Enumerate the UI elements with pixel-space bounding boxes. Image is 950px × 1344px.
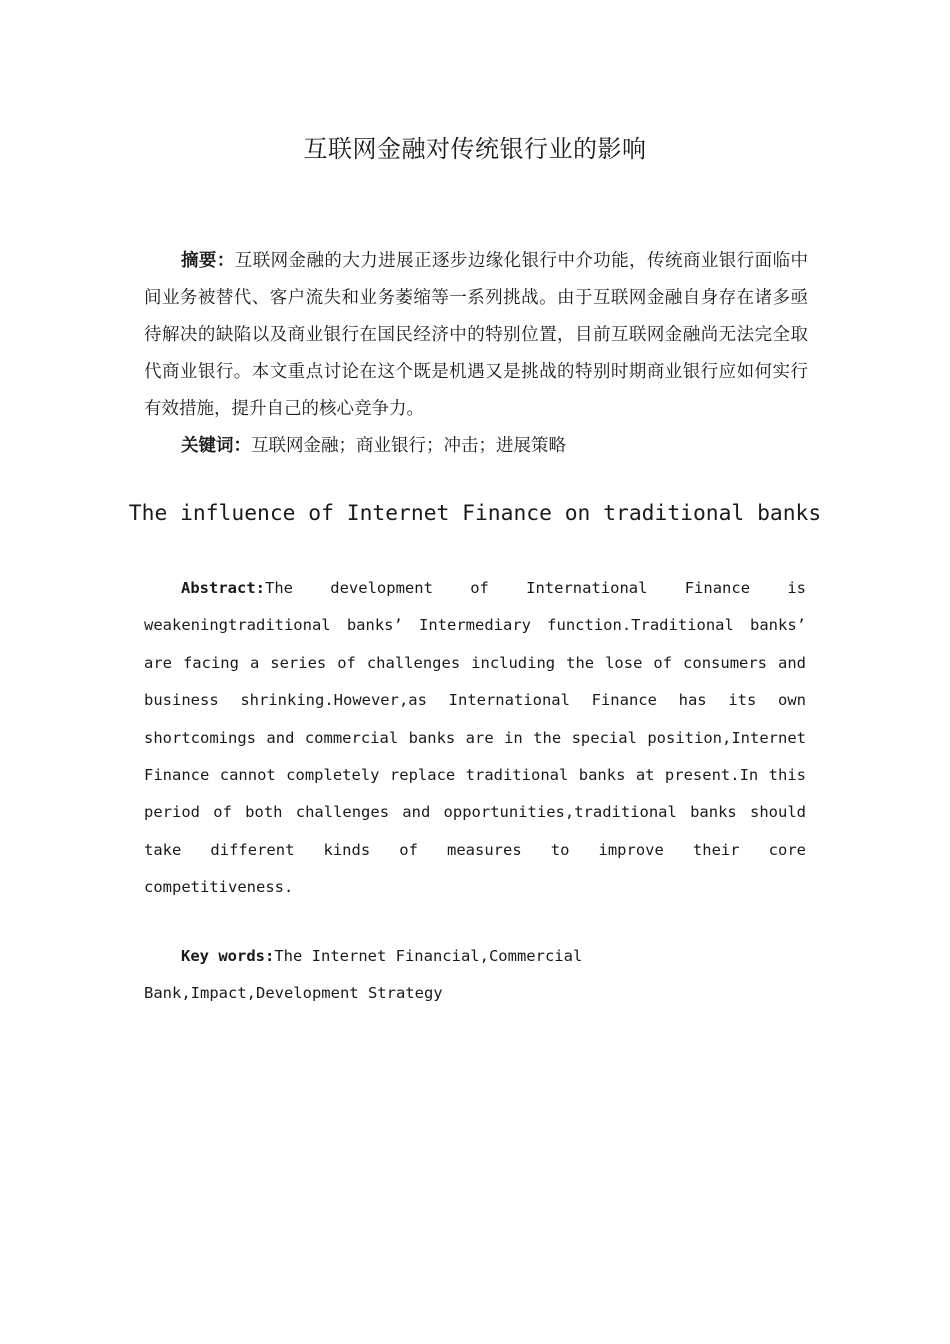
english-abstract-text: The development of International Finance is weakeningtraditional banks’ Intermediary function.Traditional banks’ are facing a series of challenges including the lose of consumers and business shrinking.However,as International Finance has its own shortcomings and commercial banks are in the special position,Internet Finance cannot completely replace traditional banks at present.In this period of both challenges and opportunities,traditional banks should take different kinds of measures to improve their core competitiveness. xyxy=(144,579,806,897)
english-keywords-label: Key words: xyxy=(181,946,275,965)
english-title: The influence of Internet Finance on traditional banks xyxy=(128,501,822,526)
chinese-abstract-section xyxy=(144,243,808,465)
chinese-title: 互联网金融对传统银行业的影响 xyxy=(303,135,647,163)
chinese-keywords-label: 关键词： xyxy=(181,436,251,456)
english-abstract-section xyxy=(144,570,806,1012)
chinese-keywords-text: 互联网金融；商业银行；冲击；进展策略 xyxy=(251,436,566,456)
chinese-abstract xyxy=(144,243,808,428)
english-abstract-label: Abstract: xyxy=(181,579,265,597)
chinese-keywords xyxy=(144,428,808,465)
english-keywords-text: The Internet Financial,Commercial Bank,Impact,Development Strategy xyxy=(144,946,583,1003)
english-abstract xyxy=(144,570,806,907)
chinese-abstract-text: 互联网金融的大力进展正逐步边缘化银行中介功能，传统商业银行面临中间业务被替代、客户流失和业务萎缩等一系列挑战。由于互联网金融自身存在诸多亟待解决的缺陷以及商业银行在国民经济中的特别位置，目前互联网金融尚无法完全取代商业银行。本文重点讨论在这个既是机遇又是挑战的特别时期商业银行应如何实行有效措施，提升自己的核心竞争力。 xyxy=(144,251,808,419)
chinese-abstract-label: 摘要： xyxy=(181,251,235,271)
english-keywords xyxy=(144,938,604,1013)
